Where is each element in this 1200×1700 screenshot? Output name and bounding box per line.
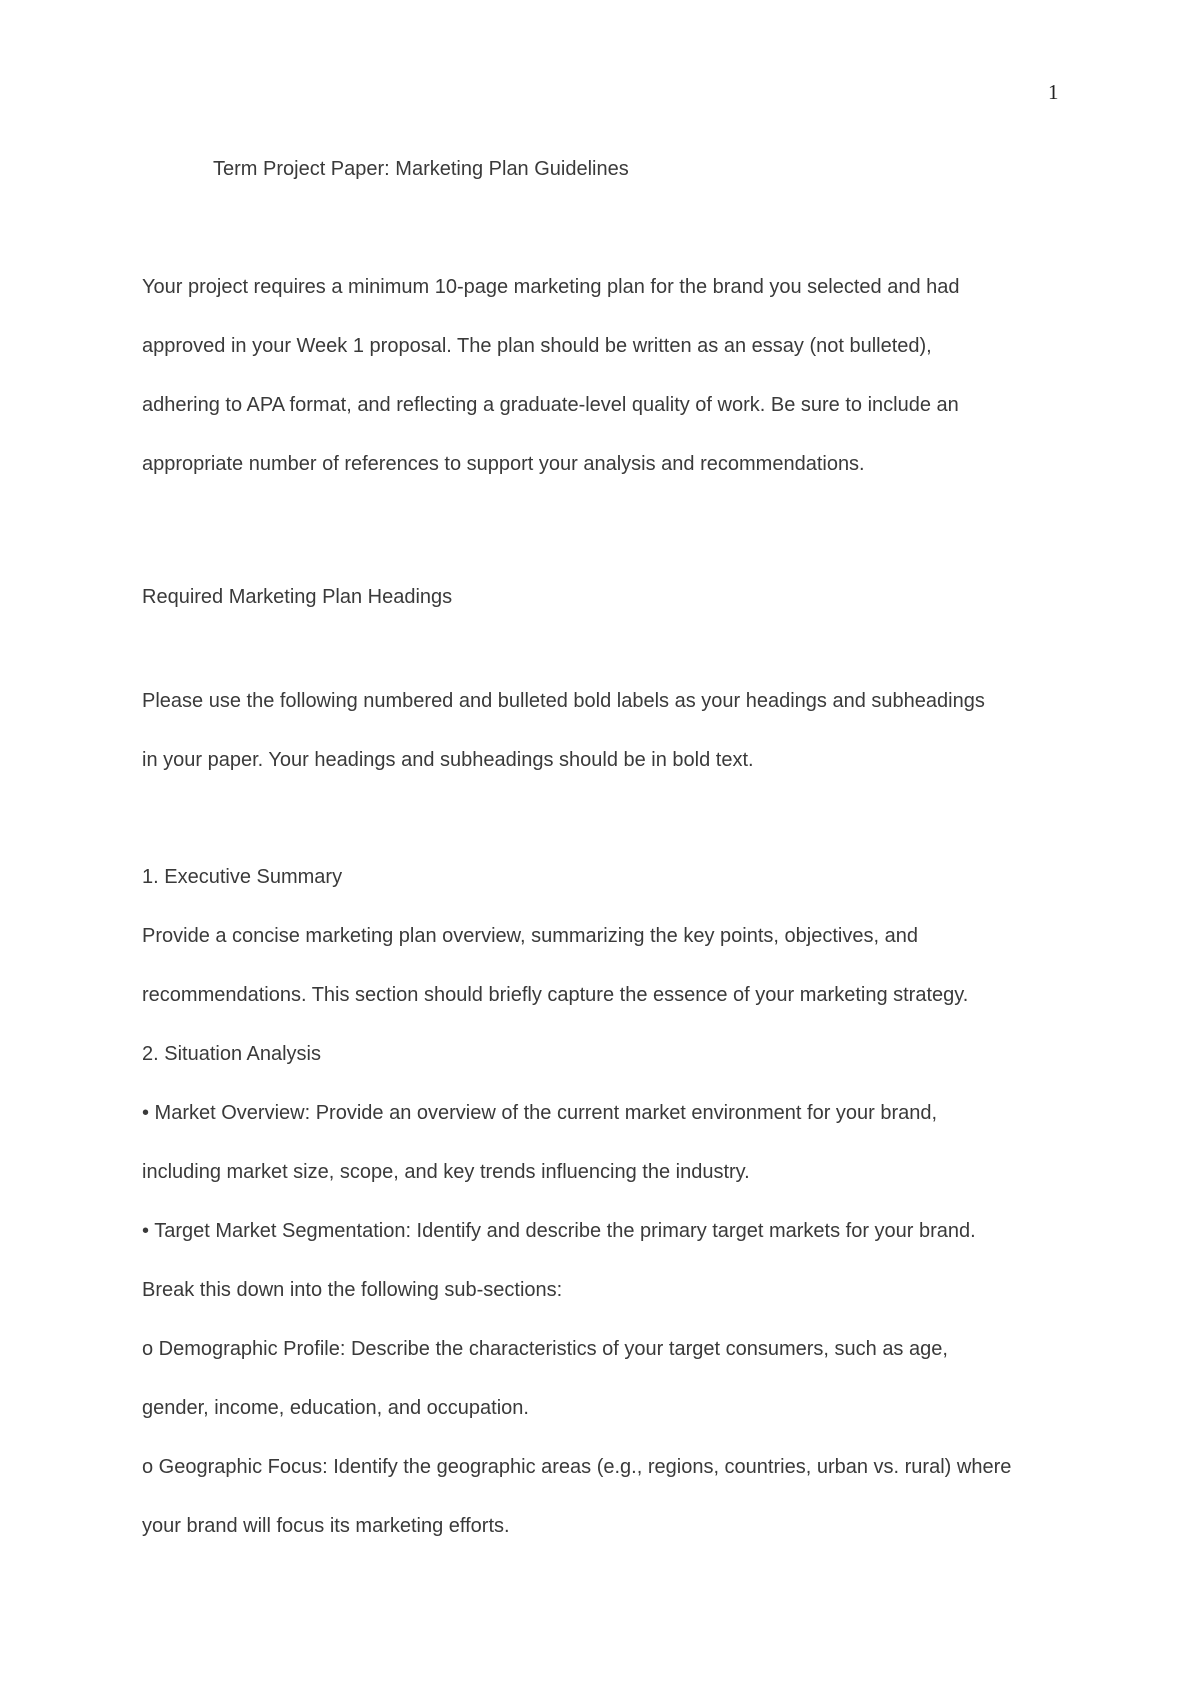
intro-line: adhering to APA format, and reflecting a graduate-level quality of work. Be sure to include an [142,394,959,416]
required-headings-label: Required Marketing Plan Headings [142,586,453,608]
section-text-line: recommendations. This section should briefly capture the essence of your marketing strategy. [142,984,969,1006]
intro-line: appropriate number of references to support your analysis and recommendations. [142,453,865,475]
instruction-line: in your paper. Your headings and subheadings should be in bold text. [142,749,754,771]
section-text-line: Provide a concise marketing plan overview, summarizing the key points, objectives, and [142,925,918,947]
sections-list [142,848,1082,1556]
bullet-market-overview: • Market Overview: Provide an overview of the current market environment for your brand, [142,1102,938,1124]
intro-paragraph [142,258,1082,494]
instructions-paragraph [142,672,1082,790]
section-text-line: your brand will focus its marketing efforts. [142,1515,510,1537]
document-title: Term Project Paper: Marketing Plan Guidelines [213,158,629,180]
bullet-target-market-segmentation: • Target Market Segmentation: Identify and describe the primary target markets for your brand. [142,1220,976,1242]
intro-line: Your project requires a minimum 10-page marketing plan for the brand you selected and had [142,276,960,298]
section-heading-executive-summary: 1. Executive Summary [142,866,343,888]
section-text-line: Break this down into the following sub-sections: [142,1279,563,1301]
intro-line: approved in your Week 1 proposal. The plan should be written as an essay (not bulleted), [142,335,932,357]
section-text-line: gender, income, education, and occupation. [142,1397,529,1419]
sub-bullet-demographic-profile: o Demographic Profile: Describe the characteristics of your target consumers, such as age, [142,1338,948,1360]
section-heading-situation-analysis: 2. Situation Analysis [142,1043,321,1065]
instruction-line: Please use the following numbered and bulleted bold labels as your headings and subheadings [142,690,985,712]
page-number: 1 [1048,80,1059,104]
sub-bullet-geographic-focus: o Geographic Focus: Identify the geographic areas (e.g., regions, countries, urban vs. rural) where [142,1456,1012,1478]
required-headings-heading [142,568,1082,627]
section-text-line: including market size, scope, and key trends influencing the industry. [142,1161,750,1183]
